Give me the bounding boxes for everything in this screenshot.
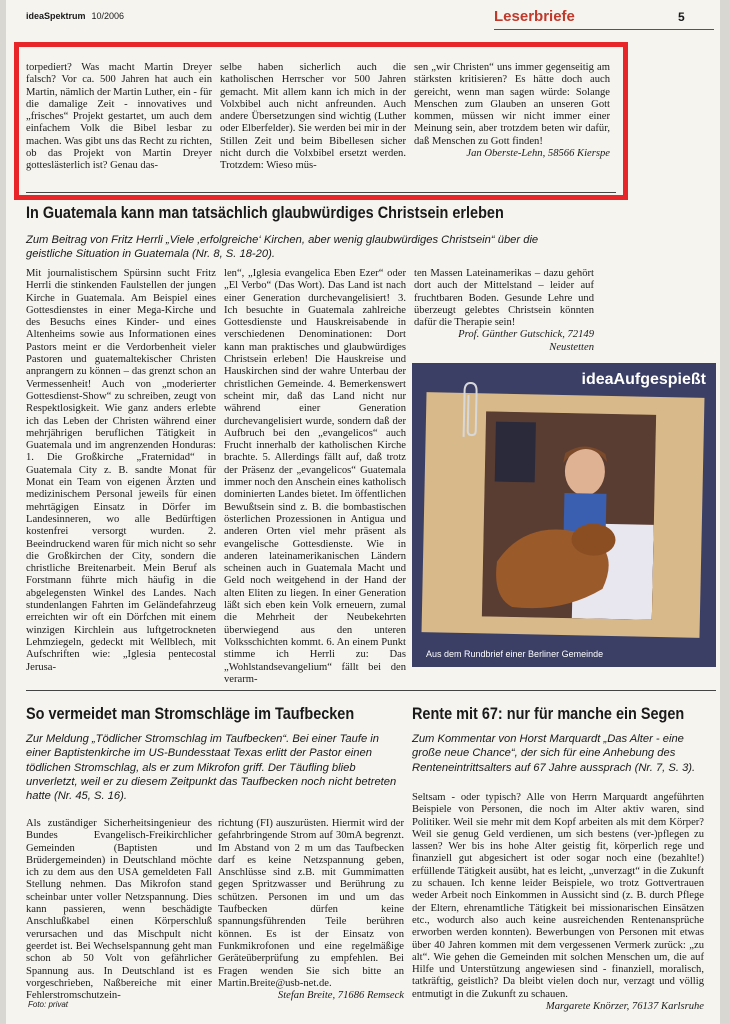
idea-aufgespiesst-box <box>412 363 716 667</box>
header-rule <box>494 29 714 30</box>
divider <box>26 690 716 691</box>
photo-credit: Foto: privat <box>28 1000 69 1009</box>
guatemala-signature: Prof. Günther Gutschick, 72149 Neustetten <box>458 329 594 353</box>
photo-caption: Aus dem Rundbrief einer Berliner Gemeinde <box>426 649 604 659</box>
issue-number: 10/2006 <box>91 11 125 21</box>
highlight-box <box>14 42 628 200</box>
strom-col1: Als zuständiger Sicherheitsingenieur des Bundes Evangelisch-Freikirchlicher Gemeinden (Baptisten und Brüdergemeinden) in Deutschland möchte ich zu dem aus den USA gemeldeten Fall Stellung nehmen. Das Mikrofon stand scheinbar unter voller Netzspannung. Dies kann passieren, wenn beschädigte Anschlußkabel einen Körperschluß verursachen und das Mischpult nicht geerdet ist. Bei Wechselspannung geht man schon ab 50 Volt von gefährlicher Spannung aus. In Deutschland ist es vorgeschrieben, Naßbereiche mit einer Fehlerstromschutzein- <box>26 818 212 1002</box>
praying-child-photo <box>482 411 656 620</box>
top-letter-col2: selbe haben sicherlich auch die katholischen Herrscher vor 500 Jahren gemacht. Mit allem kann ich mich in der Volxbibel auch nicht anfreunden. Auch andere Übersetzungen sind wichtig (Luther oder Elberfelder). Sie werden bei mir in der Stillen Zeit und beim Bibellesen sicher nicht durch die Volxbibel ersetzt werden. Trotzdem: Wieso müs- <box>220 62 406 172</box>
guatemala-col1: Mit journalistischem Spürsinn sucht Fritz Herrli die stinkenden Faulstellen der jungen Kirche in Guatemala. Am Beispiel eines Gottesdienstes in einer Mega-Kirche und des Besuchs eines Kinder- und eines Altenheims sowie aus Informationen eines Pastors meint er die Verdorbenheit vieler Pastoren und guatemaltekischer Christen anprangern zu können – das grenzt schon an Vermessenheit! Auch von „moderierter Gottesdienst-Show“ zu schreiben, zeugt von Respektlosigkeit. Wie ganz anders erlebte ich das Leben der Christen während einer mehrjährigen beruflichen Tätigkeit in Guatemala und im angrenzenden Honduras: 1. Die Großkirche „Fraternidad“ in Guatemala City z. B. sandte Monat für Monat ein Team von eigenen Ärzten und medizinischem Personal jeweils für einen mehrtägigen Einsatz in Dörfer im Landesinneren, wo alle Bedürftigen kostenfrei versorgt wurden. 2. Beeindruckend waren für mich nicht so sehr die Großkirchen der City, sondern die christliche Breitenarbeit. Mein Beruf als Forstmann führte mich häufig in die abgelegensten Winkel des Landes. Nach stundenlangen Fahrten im Geländefahrzeug erreichten wir oft ein Dörfchen mit einem winzigen Kirchlein aus luftgetrockneten Lehmziegeln, gedeckt mit Wellblech, mit Aufschriften wie: „Iglesia pentecostal Jerusa- <box>26 268 216 673</box>
rente-body: Seltsam - oder typisch? Alle von Herrn Marquardt angeführten Beispiele von Personen, die noch im Alter aktiv waren, sind Politiker. Weil sie mehr mit dem Kopf arbeiten als mit dem Körper? Weil sie genug Geld verdienen, um sich bestens (ver-)pflegen zu lassen? Wer bis ins hohe Alter geistig fit, körperlich rege und finanziell gut abgesichert ist oder sogar noch eine (bezahlte!) erfüllende Tätigkeit ausübt, hat es leicht, „unverzagt“ in die Zukunft zu schauen. Ich kenne leider Beispiele, wo trotz Gottvertrauen weder Arbeit noch Einkommen in Aussicht sind (z. B. durch Pflege der Eltern, ehrenamtliche Tätigkeit bei missionarischen Einsätzen etc., wodurch also auch keine ausreichenden Rentenansprüche erworben werden konnten). Bewerbungen von Personen mit etwas über 40 Jahren kommen mit dem vergessenen Vermerk zurück: „zu alt“. Wie gehen die Gemeinden mit solchen Menschen um, die auf Hilfe und Unterstützung angewiesen sind - finanziell, moralisch, tatkräftig, geistlich? Da bleibt vielen doch nur, verzagt und völlig entmutigt in die Zukunft zu schauen. Margarete Knörzer, 76137 Karlsruhe <box>412 792 704 1013</box>
strom-lead: Zur Meldung „Tödlicher Stromschlag im Taufbecken“. Bei einer Taufe in einer Baptistenkirche im US-Bundesstaat Texas erlitt der Pastor einen tödlichen Stromschlag, als er zum Mikrofon griff. Der Täufling blieb unverletzt, weil er zu diesem Zeitpunkt das Taufbecken noch nicht betreten hatte (Nr. 45, S. 16). <box>26 733 397 803</box>
divider <box>26 192 616 193</box>
guatemala-col2: len“, „Iglesia evangelica Eben Ezer“ oder „El Verbo“ (Das Wort). Das Land ist nach einer Generation durchevangelisiert! 3. Ich besuchte in Guatemala zahlreiche Gottesdienste und Hauskreisabende in verschiedenen Denominationen: Dort kann man praktisches und glaubwürdiges Christsein erleben! Die Hauskreise und Hauskirchen sind der wahre Unterbau der christlichen Gemeinde. 4. Bemerkenswert scheint mir, daß das Land nicht nur während einer Generation durchevangelisiert wurde, sondern daß der Aufbruch bei den „evangelicos“ auch Frucht innerhalb der katholischen Kirche brachte. 5. Allerdings fällt auf, daß trotz der Präsenz der „evangelicos“ Guatemala immer noch den Anschein eines katholisch dominierten Landes bietet. Im öffentlichen Bewußtsein sind z. B. die bombastischen österlichen Prozessionen in Antigua und anderen Orten viel mehr präsent als evangelische Gottesdienste. Wie in anderen lateinamerikanischen Ländern scheinen auch in Guatemala Macht und Geld noch weitgehend in der Hand der alten Eliten zu liegen. In einer Generation läßt sich eben kein Volk erneuern, zumal die Mehrheit der Neubekehrten überwiegend aus den unteren Volksschichten kommt. 6. An einem Punkt stimme ich Herrli zu: Das „Wohlstandsevangelium“ fällt bei den verarm- <box>224 268 406 685</box>
guatemala-col3: ten Massen Lateinamerikas – dazu gehört dort auch der Mittelstand – leider auf fruchtbaren Boden. Gesunde Lehre und überzeugt gelebtes Christsein könnten dafür die Therapie sein! Prof. Günther Gutschick, 72149 Neustetten <box>414 268 594 353</box>
rente-signature: Margarete Knörzer, 76137 Karlsruhe <box>545 1001 704 1013</box>
rente-lead: Zum Kommentar von Horst Marquardt „Das Alter - eine große neue Chance“, der sich für eine Anhebung des Renteneintrittsalters auf 67 Jahre aussprach (Nr. 7, S. 3). <box>412 733 696 774</box>
paperclip-icon <box>456 381 481 441</box>
section-title: Leserbriefe <box>494 8 575 25</box>
guatemala-lead: Zum Beitrag von Fritz Herrli „Viele ‚erfolgreiche‘ Kirchen, aber wenig glaubwürdiges Christsein“ über die geistliche Situation in Guatemala (Nr. 8, S. 18-20). <box>26 234 539 261</box>
photo-card <box>422 392 705 638</box>
magazine-name: ideaSpektrum 10/2006 <box>26 11 125 21</box>
rente-headline: Rente mit 67: nur für manche ein Segen <box>412 704 685 723</box>
strom-signature: Stefan Breite, 71686 Remseck <box>277 990 404 1002</box>
page-number: 5 <box>678 10 685 24</box>
strom-col2: richtung (FI) auszurüsten. Hiermit wird der gefahrbringende Strom auf 30mA begrenzt. Im Abstand von 2 m um das Taufbecken darf es keine Netzspannung geben, Anschlüsse sind z.B. mit Gummimatten gegen Spritzwasser und Berührung zu schützen. Personen im und um das Taufbecken dürfen keine spannungsführenden Teile berühren können. Es ist der Einsatz von Funkmikrofonen und eine regelmäßige Geräteüberprüfung zu empfehlen. Bei Fragen wenden Sie sich bitte an Martin.Breite@usb-net.de. Stefan Breite, 71686 Remseck <box>218 818 404 1002</box>
magazine-page <box>6 0 720 1024</box>
praying-child-illustration <box>482 411 656 620</box>
top-letter-signature: Jan Oberste-Lehn, 58566 Kierspe <box>466 148 610 160</box>
top-letter-col3: sen „wir Christen“ uns immer gegenseitig am stärksten kritisieren? Es hätte doch auch gereicht, wenn man sagen würde: Solange Menschen zum Glauben an unseren Gott kommen, müssen wir nicht immer einer Meinung sein, aber trotzdem beten wir dafür, daß Menschen zu Gott finden! Jan Oberste-Lehn, 58566 Kierspe <box>414 62 610 160</box>
idea-aufgespiesst-badge: ideaAufgespießt <box>581 371 706 388</box>
top-letter-col1: torpediert? Was macht Martin Dreyer falsch? Vor ca. 500 Jahren hat auch ein Martin, nämlich der Martin Luther, ein - für die damalige Zeit - innovatives und „frisches“ Projekt gestartet, um auch dem einfachem Volk die Bibel lesbar zu machen. Was gibt uns das Recht zu richten, ob das Projekt von Martin Dreyer gotteslästerlich ist? Genau das- <box>26 62 212 172</box>
guatemala-headline: In Guatemala kann man tatsächlich glaubwürdiges Christsein erleben <box>26 203 504 222</box>
strom-headline: So vermeidet man Stromschläge im Taufbecken <box>26 704 355 723</box>
